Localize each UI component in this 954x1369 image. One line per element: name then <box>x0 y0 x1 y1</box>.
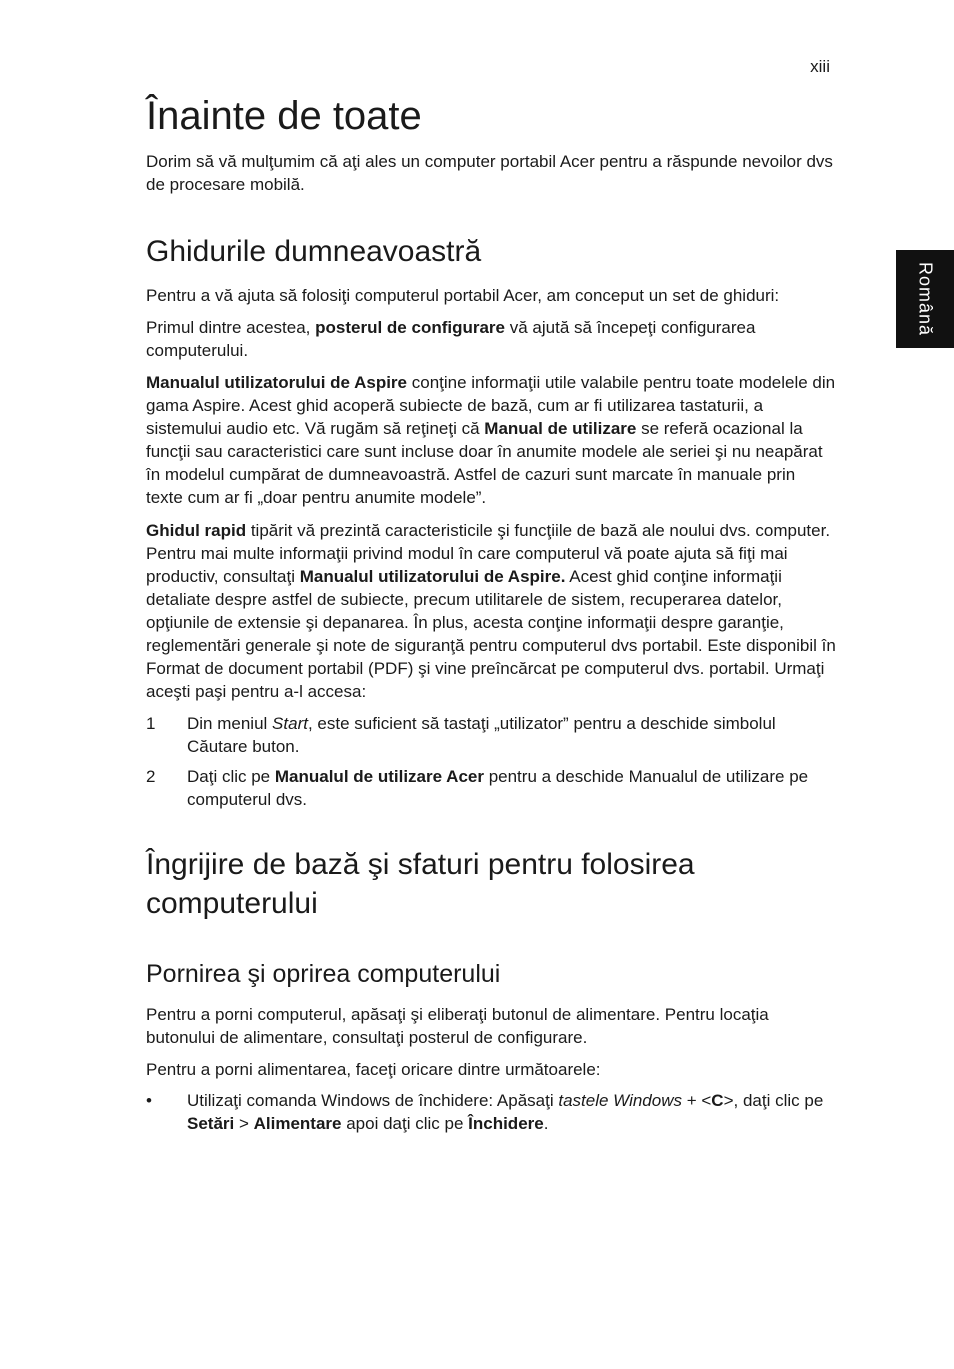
step-number: 2 <box>146 767 156 786</box>
intro-paragraph: Dorim să vă mulţumim că aţi ales un computer portabil Acer pentru a răspunde nevoilor dvs de procesare mobilă. <box>146 152 833 194</box>
power-subheading: Pornirea şi oprirea computerului <box>146 960 501 988</box>
guides-paragraph-2: Primul dintre acestea, posterul de configurare vă ajută să începeţi configurarea computerului. <box>146 318 756 360</box>
page-number: xiii <box>810 57 830 76</box>
step-text: Din meniul Start, este suficient să tastaţi „utilizator” pentru a deschide simbolul Căutare buton. <box>187 714 776 756</box>
bullet-item <box>146 1089 836 1135</box>
care-heading: Îngrijire de bază şi sfaturi pentru folosirea computerului <box>146 848 695 920</box>
guides-heading: Ghidurile dumneavoastră <box>146 235 482 268</box>
step-text: Daţi clic pe Manualul de utilizare Acer pentru a deschide Manualul de utilizare pe computerul dvs. <box>187 767 809 809</box>
guides-paragraph-1: Pentru a vă ajuta să folosiţi computerul portabil Acer, am conceput un set de ghiduri: <box>146 286 780 305</box>
language-tab <box>896 250 954 348</box>
bullet-marker: • <box>146 1091 152 1110</box>
power-paragraph-1: Pentru a porni computerul, apăsaţi şi eliberaţi butonul de alimentare. Pentru locaţia butonului de alimentare, consultaţi posterul de configurare. <box>146 1005 769 1047</box>
power-paragraph-2: Pentru a porni alimentarea, faceţi oricare dintre următoarele: <box>146 1060 601 1079</box>
numbered-step <box>146 765 836 811</box>
numbered-step <box>146 712 836 758</box>
language-tab-label: Română <box>915 261 936 337</box>
guides-paragraph-3: Manualul utilizatorului de Aspire conţine informaţii utile valabile pentru toate modelele din gama Aspire. Acest ghid acoperă subiecte de bază, cum ar fi utilizarea tastaturii, a sistemului audio etc. Vă rugăm să reţineţi că Manual de utilizare se referă ocazional la funcţii sau caracteristici care sunt incluse doar în anumite modele ale seriei şi nu neapărat în modelul cumpărat de dumneavoastră. Astfel de cazuri sunt marcate în manuale prin texte cum ar fi „doar pentru anumite modele”. <box>146 373 836 507</box>
step-number: 1 <box>146 714 156 733</box>
guides-paragraph-4: Ghidul rapid tipărit vă prezintă caracteristicile şi funcţiile de bază ale noului dvs. computer. Pentru mai multe informaţii privind modul în care computerul vă poate ajuta să fiţi mai productiv, consultaţi Manualul utilizatorului de Aspire. Acest ghid conţine informaţii detaliate despre astfel de subiecte, precum utilitarele de sistem, recuperarea datelor, opţiunile de extensie şi depanarea. În plus, acesta conţine informaţii despre garanţie, reglementări generale şi note de siguranţă pentru computerul dvs portabil. Este disponibil în Format de document portabil (PDF) şi vine preîncărcat pe computerul dvs. portabil. Urmaţi aceşti paşi pentru a-l accesa: <box>146 521 836 701</box>
page-title: Înainte de toate <box>146 94 422 138</box>
bullet-text: Utilizaţi comanda Windows de închidere: Apăsaţi tastele Windows + <C>, daţi clic pe Setări > Alimentare apoi daţi clic pe Închidere. <box>187 1091 824 1133</box>
